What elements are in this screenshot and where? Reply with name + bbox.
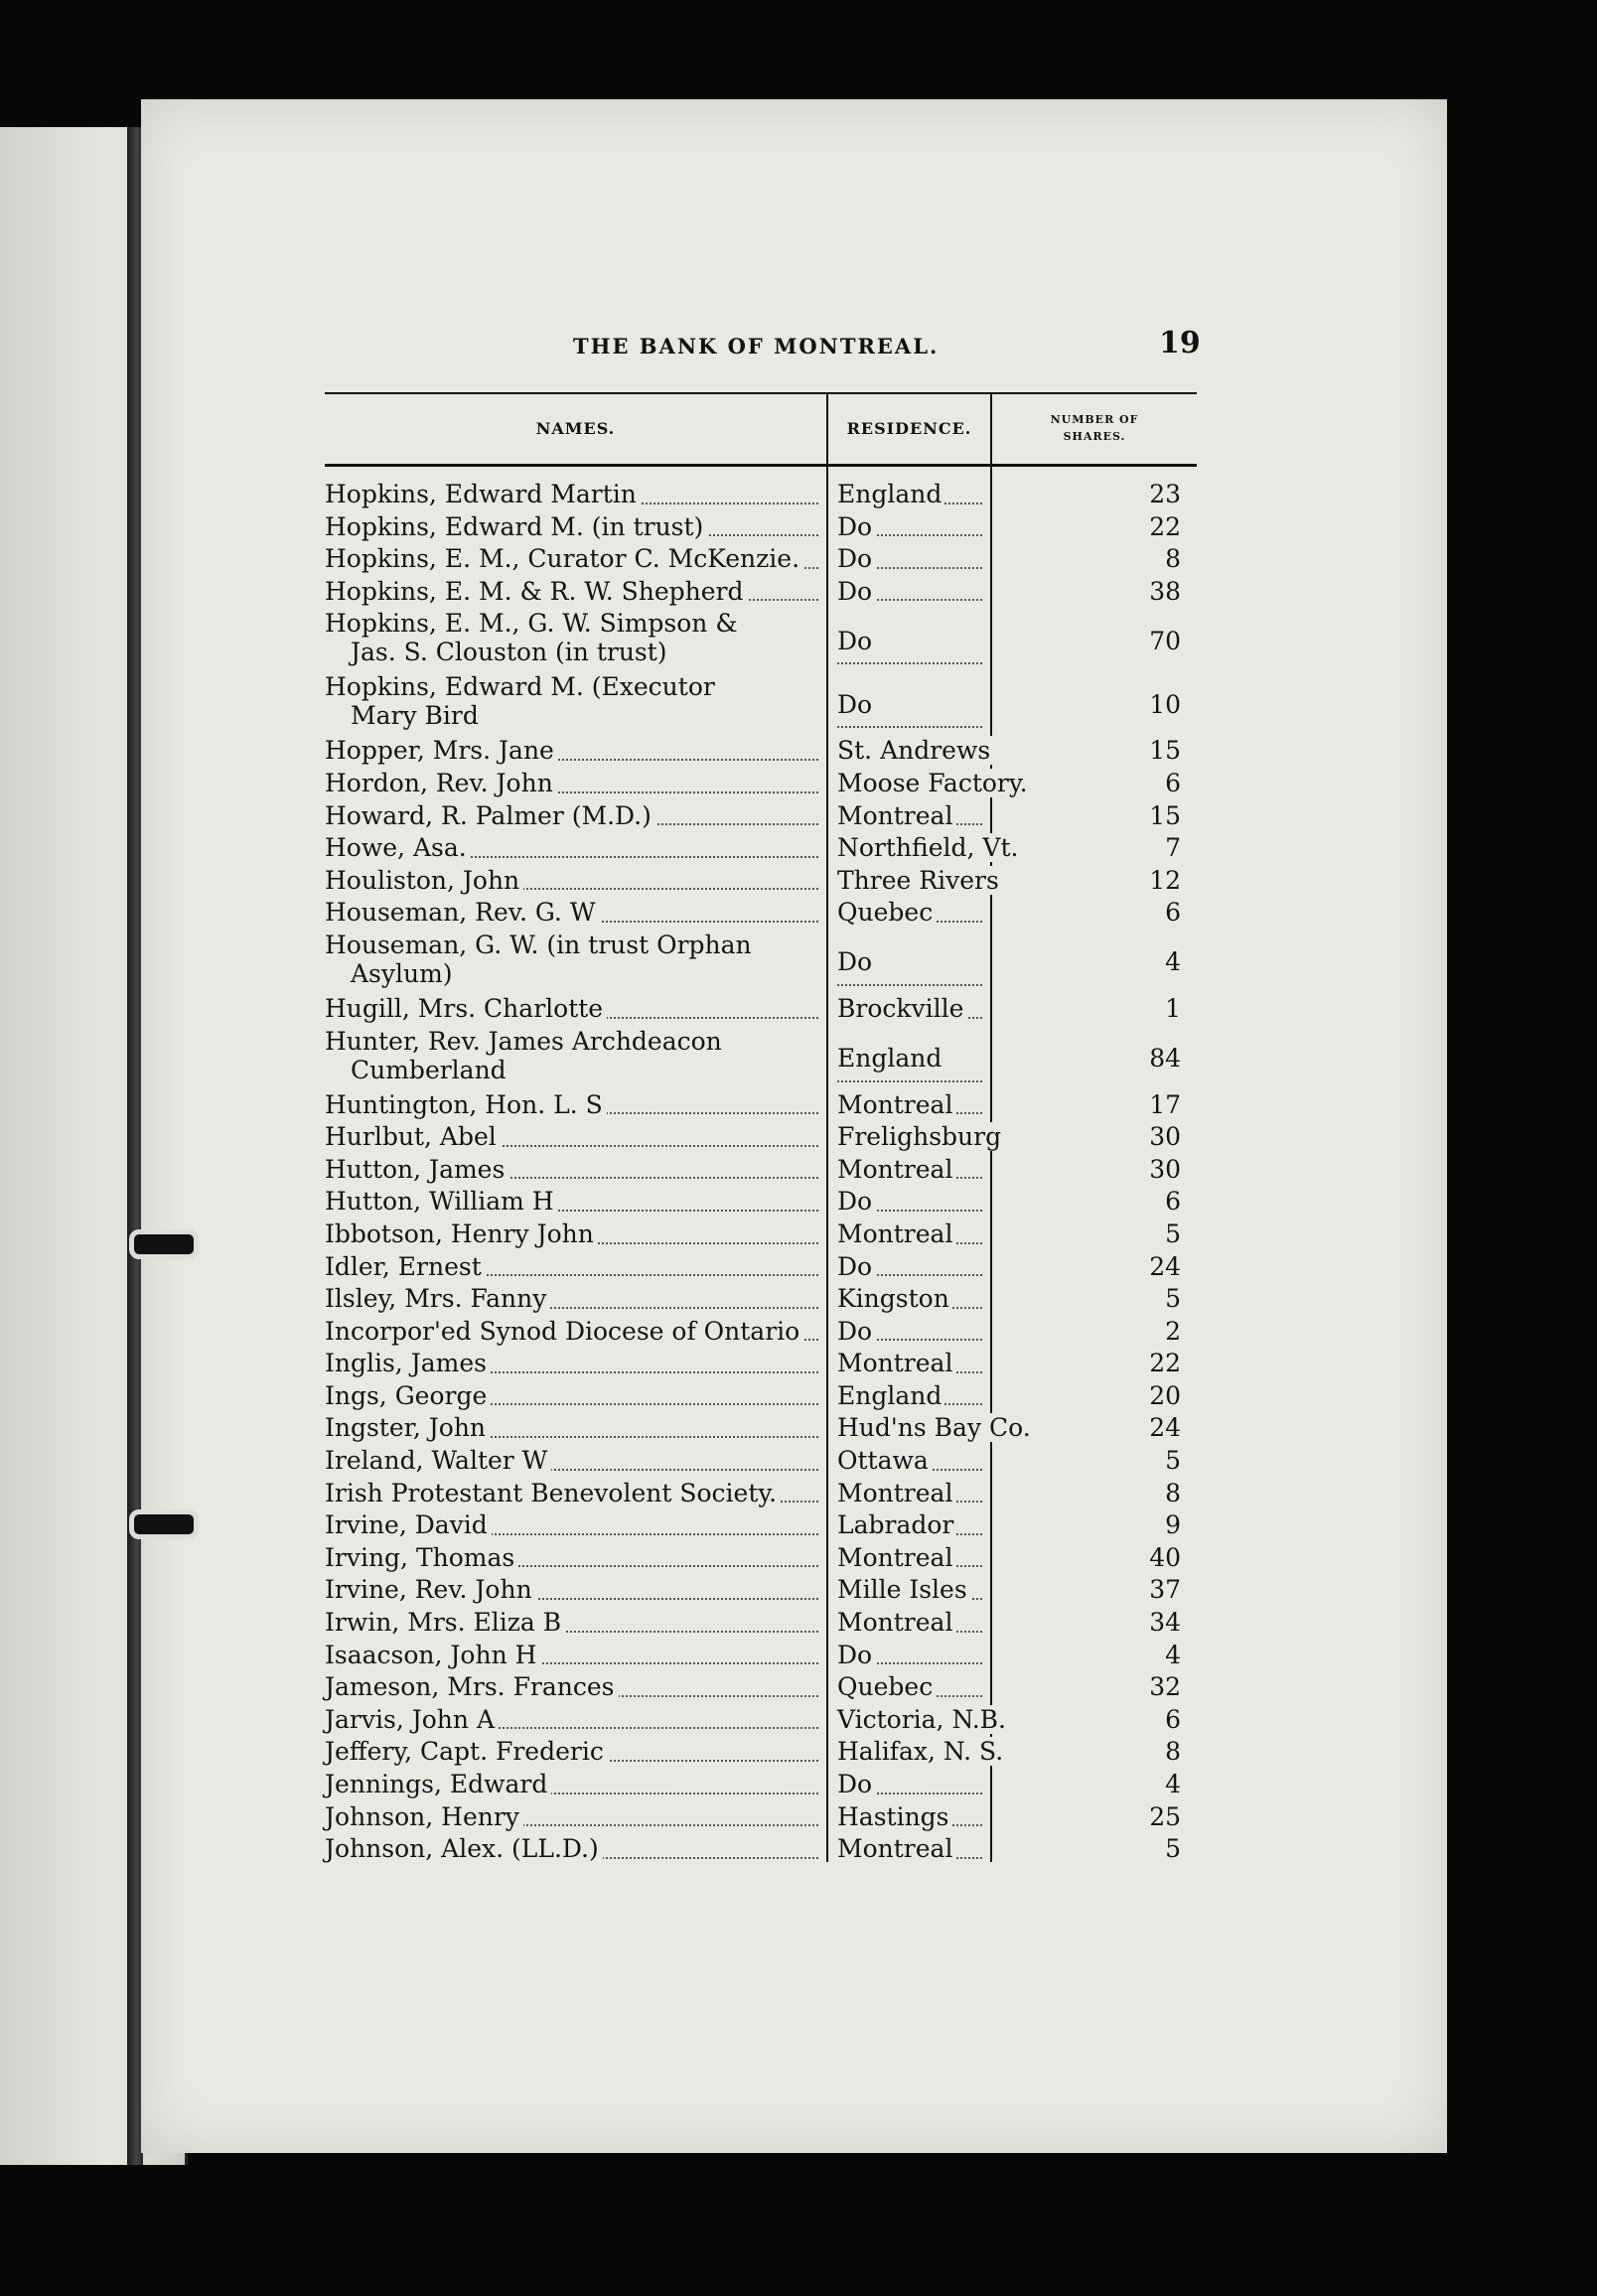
residence-cell bbox=[837, 577, 986, 610]
residence-cell bbox=[837, 672, 986, 736]
shareholder-name-cell bbox=[325, 577, 826, 610]
shareholder-name: Inglis, James bbox=[325, 1349, 491, 1377]
share-count: 1 bbox=[1165, 993, 1181, 1023]
shareholder-name: Hunter, Rev. James Archdeacon bbox=[325, 1027, 726, 1056]
share-count: 17 bbox=[1149, 1089, 1181, 1119]
share-count: 6 bbox=[1165, 1704, 1181, 1734]
share-count: 12 bbox=[1149, 865, 1181, 895]
shareholder-name-cell bbox=[325, 736, 826, 769]
shareholder-name-cell bbox=[325, 866, 826, 899]
residence-cell bbox=[837, 1479, 986, 1511]
shareholder-name: Hopper, Mrs. Jane bbox=[325, 736, 558, 765]
table-row bbox=[325, 1252, 1197, 1285]
share-count: 8 bbox=[1165, 1478, 1181, 1507]
residence-cell bbox=[837, 1543, 986, 1576]
shareholder-name-cell bbox=[325, 1834, 826, 1867]
shareholder-name-cell bbox=[325, 801, 826, 834]
residence: Do bbox=[837, 512, 875, 541]
shareholder-name-cell bbox=[325, 898, 826, 931]
residence-cell bbox=[837, 1737, 1004, 1770]
table-row bbox=[325, 1027, 1197, 1090]
residence: Montreal bbox=[837, 1220, 955, 1248]
table-row bbox=[325, 1737, 1197, 1770]
residence: Ottawa bbox=[837, 1446, 932, 1475]
residence-cell bbox=[837, 1641, 986, 1673]
share-count: 10 bbox=[1149, 689, 1181, 719]
residence: Do bbox=[837, 1770, 875, 1798]
shareholder-name-cell bbox=[325, 1479, 826, 1511]
share-count: 5 bbox=[1165, 1219, 1181, 1248]
shareholder-name-cell bbox=[325, 609, 826, 672]
residence-cell bbox=[837, 480, 986, 512]
shareholder-name-cell bbox=[325, 1737, 826, 1770]
shareholder-name-cell bbox=[325, 1187, 826, 1220]
share-count: 84 bbox=[1149, 1044, 1181, 1074]
shareholder-name: Hutton, James bbox=[325, 1155, 508, 1184]
residence-cell bbox=[837, 1672, 986, 1705]
page-header bbox=[141, 326, 1447, 365]
binder-ring-upper bbox=[129, 1229, 199, 1259]
table-row bbox=[325, 1381, 1197, 1414]
shareholder-name-cell bbox=[325, 1027, 826, 1090]
residence-cell bbox=[837, 1446, 986, 1479]
shareholder-name: Howe, Asa. bbox=[325, 833, 471, 862]
residence-cell bbox=[837, 1510, 986, 1543]
share-count: 34 bbox=[1149, 1608, 1181, 1638]
residence-cell bbox=[837, 865, 999, 899]
table-row bbox=[325, 480, 1197, 512]
table-row bbox=[325, 931, 1197, 994]
table-row bbox=[325, 1802, 1197, 1835]
page-number: 19 bbox=[1159, 326, 1201, 360]
residence-cell bbox=[837, 1704, 1006, 1738]
residence-cell bbox=[837, 1381, 986, 1414]
residence-cell bbox=[837, 931, 986, 994]
shareholder-name: Ings, George bbox=[325, 1381, 491, 1410]
residence-cell bbox=[837, 1122, 1002, 1155]
residence: Three Rivers bbox=[837, 866, 1002, 895]
shareholder-name-cell bbox=[325, 672, 826, 736]
share-count: 22 bbox=[1149, 1349, 1181, 1378]
share-count: 8 bbox=[1165, 544, 1181, 574]
table-row bbox=[325, 769, 1197, 801]
share-count: 15 bbox=[1149, 800, 1181, 830]
shareholder-name-cell bbox=[325, 769, 826, 801]
shareholder-name: Irwin, Mrs. Eliza B bbox=[325, 1608, 565, 1637]
residence: Kingston bbox=[837, 1284, 952, 1313]
share-count: 9 bbox=[1165, 1510, 1181, 1540]
table-row bbox=[325, 1446, 1197, 1479]
column-header-names: NAMES. bbox=[535, 418, 616, 438]
residence: Do bbox=[837, 947, 875, 976]
residence: Montreal bbox=[837, 1543, 955, 1572]
table-row bbox=[325, 1575, 1197, 1608]
shareholder-name-cell bbox=[325, 1381, 826, 1414]
residence-cell bbox=[837, 736, 991, 769]
table-row bbox=[325, 577, 1197, 610]
shareholder-name: Houseman, G. W. (in trust Orphan bbox=[325, 931, 756, 959]
residence-cell bbox=[837, 1187, 986, 1220]
share-count: 25 bbox=[1149, 1801, 1181, 1831]
residence: Montreal bbox=[837, 1834, 955, 1863]
residence: Brockville bbox=[837, 994, 966, 1023]
residence: Do bbox=[837, 627, 875, 655]
shareholder-name-cell bbox=[325, 512, 826, 545]
residence-cell bbox=[837, 1090, 986, 1123]
table-row bbox=[325, 1479, 1197, 1511]
residence: Frelighsburg bbox=[837, 1122, 1004, 1151]
residence: Do bbox=[837, 577, 875, 606]
residence: Do bbox=[837, 1252, 875, 1281]
residence: Labrador bbox=[837, 1510, 956, 1539]
residence: England bbox=[837, 1381, 944, 1410]
residence-cell bbox=[837, 1284, 986, 1317]
column-header-shares bbox=[992, 392, 1197, 464]
shareholder-name-cell bbox=[325, 1672, 826, 1705]
residence: Hastings bbox=[837, 1802, 952, 1831]
shareholder-name-cell bbox=[325, 931, 826, 994]
residence-cell bbox=[837, 1155, 986, 1188]
shareholder-name: Howard, R. Palmer (M.D.) bbox=[325, 801, 655, 830]
residence: Quebec bbox=[837, 898, 936, 927]
shareholder-name-cell bbox=[325, 1413, 826, 1446]
ledger-page bbox=[141, 99, 1447, 2153]
table-row bbox=[325, 1155, 1197, 1188]
residence: Halifax, N. S. bbox=[837, 1737, 1006, 1766]
table-row bbox=[325, 866, 1197, 899]
residence-cell bbox=[837, 1802, 986, 1835]
share-count: 2 bbox=[1165, 1316, 1181, 1346]
residence-cell bbox=[837, 1349, 986, 1381]
shareholder-name-cell bbox=[325, 1446, 826, 1479]
table-body bbox=[325, 480, 1197, 1867]
shareholder-name: Hordon, Rev. John bbox=[325, 769, 557, 797]
shareholder-name: Jameson, Mrs. Frances bbox=[325, 1672, 619, 1701]
share-count: 40 bbox=[1149, 1542, 1181, 1572]
shareholder-name: Houseman, Rev. G. W bbox=[325, 898, 600, 927]
residence-cell bbox=[837, 1317, 986, 1350]
share-count: 5 bbox=[1165, 1446, 1181, 1476]
residence: Victoria, N.B. bbox=[837, 1705, 1009, 1734]
residence-cell bbox=[837, 1252, 986, 1285]
residence-cell bbox=[837, 1027, 986, 1090]
shareholder-name-cell bbox=[325, 1575, 826, 1608]
shareholder-name-cell bbox=[325, 1608, 826, 1641]
table-row bbox=[325, 1672, 1197, 1705]
shareholder-name-cell bbox=[325, 1705, 826, 1738]
table-row bbox=[325, 672, 1197, 736]
residence: Montreal bbox=[837, 1608, 955, 1637]
shareholder-name-cell bbox=[325, 1543, 826, 1576]
shareholder-name: Houliston, John bbox=[325, 866, 523, 895]
shareholder-name-cell bbox=[325, 994, 826, 1027]
share-count: 4 bbox=[1165, 1640, 1181, 1669]
table-row bbox=[325, 1413, 1197, 1446]
share-count: 20 bbox=[1149, 1380, 1181, 1410]
share-count: 70 bbox=[1149, 626, 1181, 655]
residence-cell bbox=[837, 1413, 1031, 1446]
share-count: 37 bbox=[1149, 1575, 1181, 1605]
shareholder-name-continued: Jas. S. Clouston (in trust) bbox=[325, 638, 826, 666]
shareholder-name: Ingster, John bbox=[325, 1413, 490, 1442]
shareholder-name-cell bbox=[325, 544, 826, 577]
table-row bbox=[325, 801, 1197, 834]
shareholder-name: Hopkins, Edward Martin bbox=[325, 480, 641, 508]
residence: Montreal bbox=[837, 1155, 955, 1184]
share-count: 6 bbox=[1165, 898, 1181, 928]
column-header-shares-line2: SHARES. bbox=[1063, 430, 1126, 443]
residence: St. Andrews bbox=[837, 736, 993, 765]
shareholder-name-cell bbox=[325, 1090, 826, 1123]
table-row bbox=[325, 1608, 1197, 1641]
share-count: 7 bbox=[1165, 833, 1181, 863]
residence: Mille Isles bbox=[837, 1575, 970, 1604]
residence: Montreal bbox=[837, 1479, 955, 1507]
table-row bbox=[325, 1705, 1197, 1738]
table-row bbox=[325, 1641, 1197, 1673]
table-row bbox=[325, 994, 1197, 1027]
shareholder-name-cell bbox=[325, 1220, 826, 1252]
shareholder-name-cell bbox=[325, 1802, 826, 1835]
residence: Moose Factory. bbox=[837, 769, 1031, 797]
shareholder-name-continued: Mary Bird bbox=[325, 701, 826, 730]
share-count: 15 bbox=[1149, 736, 1181, 766]
share-count: 5 bbox=[1165, 1834, 1181, 1864]
residence-cell bbox=[837, 898, 986, 931]
table-row bbox=[325, 1220, 1197, 1252]
share-count: 5 bbox=[1165, 1284, 1181, 1314]
shareholder-name: Jarvis, John A bbox=[325, 1705, 499, 1734]
share-count: 8 bbox=[1165, 1737, 1181, 1767]
shareholder-name: Irvine, David bbox=[325, 1510, 492, 1539]
shareholder-name-cell bbox=[325, 833, 826, 866]
table-row bbox=[325, 609, 1197, 672]
shareholder-name-cell bbox=[325, 1770, 826, 1802]
residence-cell bbox=[837, 1770, 986, 1802]
shareholder-name-cell bbox=[325, 1284, 826, 1317]
shareholder-name-cell bbox=[325, 1317, 826, 1350]
shareholder-name-cell bbox=[325, 1641, 826, 1673]
shareholder-name: Ilsley, Mrs. Fanny bbox=[325, 1284, 550, 1313]
shareholder-name: Hopkins, Edward M. (Executor bbox=[325, 672, 719, 701]
share-count: 6 bbox=[1165, 1187, 1181, 1217]
residence-cell bbox=[837, 609, 986, 672]
residence-cell bbox=[837, 1834, 986, 1867]
shareholder-name-cell bbox=[325, 1155, 826, 1188]
share-count: 22 bbox=[1149, 511, 1181, 541]
residence: Montreal bbox=[837, 801, 955, 830]
residence-cell bbox=[837, 544, 986, 577]
shareholder-name: Irish Protestant Benevolent Society. bbox=[325, 1479, 781, 1507]
shareholder-name: Hopkins, Edward M. (in trust) bbox=[325, 512, 707, 541]
shareholder-name: Ireland, Walter W bbox=[325, 1446, 551, 1475]
shareholder-name: Johnson, Alex. (LL.D.) bbox=[325, 1834, 603, 1863]
table-row bbox=[325, 1284, 1197, 1317]
column-header-residence: RESIDENCE. bbox=[846, 418, 972, 438]
table-row bbox=[325, 544, 1197, 577]
shareholder-name: Hopkins, E. M. & R. W. Shepherd bbox=[325, 577, 747, 606]
shareholder-name: Hurlbut, Abel bbox=[325, 1122, 501, 1151]
share-count: 23 bbox=[1149, 480, 1181, 508]
shareholder-name: Jeffery, Capt. Frederic bbox=[325, 1737, 608, 1766]
table-row bbox=[325, 1349, 1197, 1381]
shareholder-name-cell bbox=[325, 1349, 826, 1381]
residence-cell bbox=[837, 1575, 986, 1608]
shareholder-name-continued: Asylum) bbox=[325, 959, 826, 988]
residence: England bbox=[837, 480, 944, 508]
residence-cell bbox=[837, 512, 986, 545]
shareholder-name: Hopkins, E. M., G. W. Simpson & bbox=[325, 609, 742, 638]
shareholder-name: Ibbotson, Henry John bbox=[325, 1220, 598, 1248]
table-row bbox=[325, 1510, 1197, 1543]
share-count: 30 bbox=[1149, 1122, 1181, 1152]
residence-cell bbox=[837, 1220, 986, 1252]
shareholder-name: Johnson, Henry bbox=[325, 1802, 523, 1831]
shareholder-name: Incorpor'ed Synod Diocese of Ontario bbox=[325, 1317, 803, 1346]
table-row bbox=[325, 1187, 1197, 1220]
residence: England bbox=[837, 1044, 944, 1073]
shareholder-name-cell bbox=[325, 1252, 826, 1285]
residence: Do bbox=[837, 1317, 875, 1346]
residence: Do bbox=[837, 544, 875, 573]
table-row bbox=[325, 1090, 1197, 1123]
table-row bbox=[325, 1317, 1197, 1350]
table-row bbox=[325, 736, 1197, 769]
table-row bbox=[325, 898, 1197, 931]
shareholder-name-cell bbox=[325, 480, 826, 512]
share-count: 32 bbox=[1149, 1672, 1181, 1702]
shareholder-name: Irving, Thomas bbox=[325, 1543, 518, 1572]
residence: Hud'ns Bay Co. bbox=[837, 1413, 1034, 1442]
table-row bbox=[325, 512, 1197, 545]
residence: Montreal bbox=[837, 1090, 955, 1119]
share-count: 4 bbox=[1165, 1770, 1181, 1798]
residence-cell bbox=[837, 801, 986, 834]
shareholder-name-cell bbox=[325, 1122, 826, 1155]
table-row bbox=[325, 833, 1197, 866]
running-title: THE BANK OF MONTREAL. bbox=[573, 334, 940, 359]
shareholder-name: Irvine, Rev. John bbox=[325, 1575, 536, 1604]
shareholder-name: Isaacson, John H bbox=[325, 1641, 540, 1669]
share-count: 38 bbox=[1149, 576, 1181, 606]
share-count: 24 bbox=[1149, 1251, 1181, 1281]
table-row bbox=[325, 1122, 1197, 1155]
column-header-shares-line1: NUMBER OF bbox=[1050, 413, 1139, 426]
share-count: 6 bbox=[1165, 768, 1181, 797]
table-row bbox=[325, 1770, 1197, 1802]
table-header-rule bbox=[325, 464, 1197, 467]
residence: Do bbox=[837, 690, 875, 719]
residence-cell bbox=[837, 994, 986, 1027]
table-row bbox=[325, 1543, 1197, 1576]
residence-cell bbox=[837, 768, 1028, 801]
residence: Quebec bbox=[837, 1672, 936, 1701]
shareholder-name: Hopkins, E. M., Curator C. McKenzie. bbox=[325, 544, 803, 573]
shareholder-name-cell bbox=[325, 1510, 826, 1543]
residence: Montreal bbox=[837, 1349, 955, 1377]
share-count: 30 bbox=[1149, 1154, 1181, 1184]
residence-cell bbox=[837, 833, 1019, 866]
shareholder-name: Jennings, Edward bbox=[325, 1770, 551, 1798]
shareholder-table bbox=[325, 392, 1197, 1961]
residence: Do bbox=[837, 1187, 875, 1216]
residence-cell bbox=[837, 1608, 986, 1641]
shareholder-name: Idler, Ernest bbox=[325, 1252, 486, 1281]
shareholder-name: Huntington, Hon. L. S bbox=[325, 1090, 607, 1119]
shareholder-name-continued: Cumberland bbox=[325, 1056, 826, 1084]
binder-ring-lower bbox=[129, 1509, 199, 1539]
share-count: 24 bbox=[1149, 1413, 1181, 1443]
residence: Northfield, Vt. bbox=[837, 833, 1021, 862]
table-row bbox=[325, 1834, 1197, 1867]
shareholder-name: Hugill, Mrs. Charlotte bbox=[325, 994, 607, 1023]
residence: Do bbox=[837, 1641, 875, 1669]
share-count: 4 bbox=[1165, 947, 1181, 977]
shareholder-name: Hutton, William H bbox=[325, 1187, 558, 1216]
